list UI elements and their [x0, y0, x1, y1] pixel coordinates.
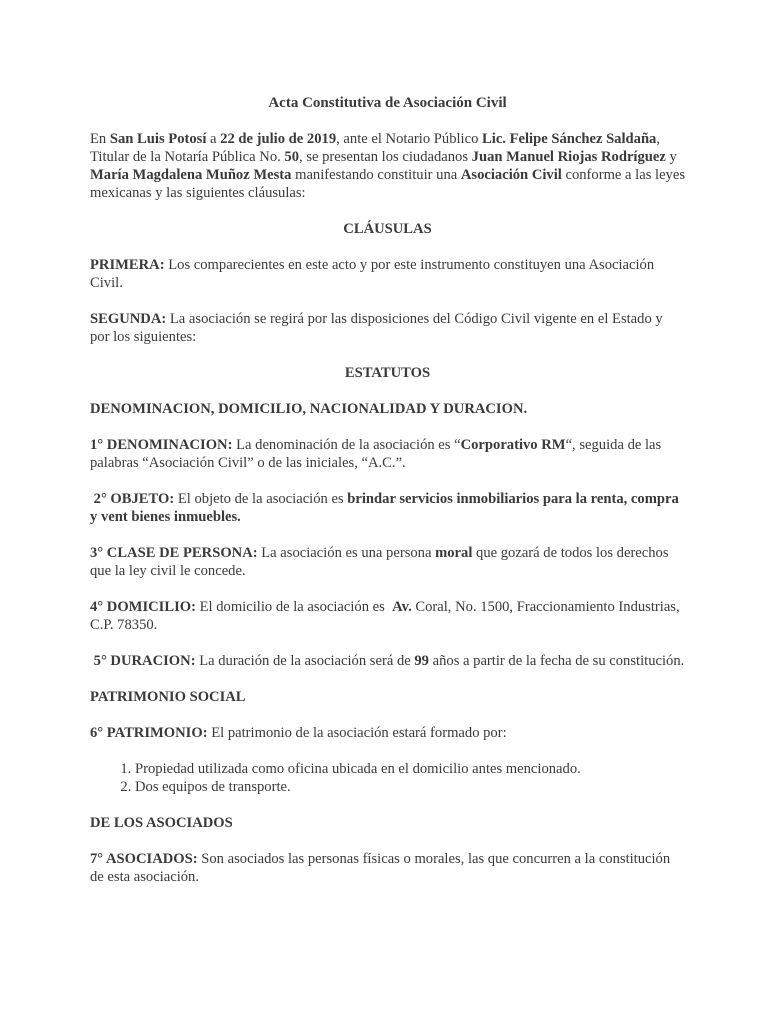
section-heading-patrimonio: PATRIMONIO SOCIAL: [90, 689, 246, 705]
article-7: 7° ASOCIADOS: Son asociados las personas físicas o morales, las que concurren a la constitución de esta asociación.: [90, 851, 671, 885]
article-3: 3° CLASE DE PERSONA: La asociación es una persona moral que gozará de todos los derechos que la ley civil le concede.: [90, 545, 669, 579]
patrimony-list: [90, 760, 685, 796]
duration-years: 99: [414, 653, 429, 669]
clause-label: SEGUNDA:: [90, 311, 167, 327]
list-item: 1. Propiedad utilizada como oficina ubicada en el domicilio antes mencionado.: [135, 760, 685, 778]
section-heading-asociados: DE LOS ASOCIADOS: [90, 815, 233, 831]
article-label: 3° CLASE DE PERSONA:: [90, 545, 258, 561]
article-1: 1° DENOMINACION: La denominación de la asociación es “Corporativo RM“, seguida de las palabras “Asociación Civil” o de las iniciales, “A.C.”.: [90, 437, 662, 471]
clause-primera: PRIMERA: Los comparecientes en este acto y por este instrumento constituyen una Asociación Civil.: [90, 257, 655, 291]
list-item: 2. Dos equipos de transporte.: [135, 778, 685, 796]
clause-label: PRIMERA:: [90, 257, 165, 273]
city: San Luis Potosí: [109, 131, 207, 147]
article-label: 1° DENOMINACION:: [90, 437, 233, 453]
notary-number: 50: [284, 149, 300, 165]
article-2: 2° OBJETO: El objeto de la asociación es brindar servicios inmobiliarios para la renta, compra y vent bienes inmuebles.: [90, 491, 679, 525]
intro-paragraph: En San Luis Potosí a 22 de julio de 2019, ante el Notario Público Lic. Felipe Sánchez Saldaña, Titular de la Notaría Pública No. 50, se presentan los ciudadanos Juan Manuel Riojas Rodríguez y María Magdalena Muñoz Mesta manifestando constituir una Asociación Civil conforme a las leyes mexicanas y las siguientes cláusulas:: [90, 131, 686, 201]
document-page: [90, 94, 685, 886]
article-6: 6° PATRIMONIO: El patrimonio de la asociación estará formado por:: [90, 725, 507, 741]
person-2: María Magdalena Muñoz Mesta: [90, 167, 292, 183]
estatutos-heading: ESTATUTOS: [344, 365, 431, 381]
article-label: 4° DOMICILIO:: [90, 599, 196, 615]
article-5: 5° DURACION: La duración de la asociación será de 99 años a partir de la fecha de su constitución.: [90, 653, 685, 669]
entity-type: Asociación Civil: [460, 167, 562, 183]
person-1: Juan Manuel Riojas Rodríguez: [471, 149, 666, 165]
article-label: 2° OBJETO:: [90, 491, 175, 507]
avenue-abbrev: Av.: [392, 599, 412, 615]
association-object: brindar servicios inmobiliarios para la renta, compra y vent bienes inmuebles.: [90, 491, 679, 525]
document-title: Acta Constitutiva de Asociación Civil: [268, 95, 507, 111]
article-label: 7° ASOCIADOS:: [90, 851, 198, 867]
clause-segunda: SEGUNDA: La asociación se regirá por las disposiciones del Código Civil vigente en el Estado y por los siguientes:: [90, 311, 663, 345]
person-type: moral: [435, 545, 473, 561]
notary-name: Lic. Felipe Sánchez Saldaña: [482, 131, 657, 147]
section-heading-denominacion: DENOMINACION, DOMICILIO, NACIONALIDAD Y DURACION.: [90, 401, 528, 417]
association-name: Corporativo RM: [460, 437, 566, 453]
article-label: 6° PATRIMONIO:: [90, 725, 208, 741]
date: 22 de julio de 2019: [220, 131, 337, 147]
article-4: 4° DOMICILIO: El domicilio de la asociación es Av. Coral, No. 1500, Fraccionamiento Industrias, C.P. 78350.: [90, 599, 680, 633]
article-label: 5° DURACION:: [90, 653, 196, 669]
clausulas-heading: CLÁUSULAS: [343, 221, 432, 237]
